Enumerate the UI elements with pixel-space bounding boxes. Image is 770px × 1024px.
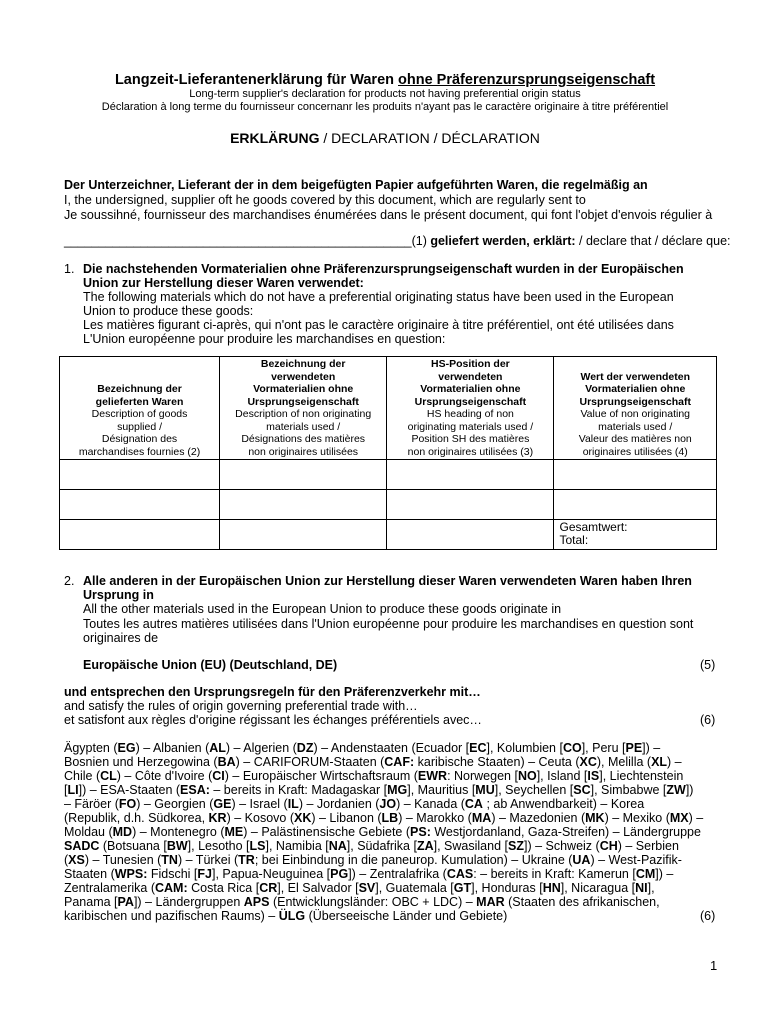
intro-fr: Je soussihné, fournisseur des marchandises énumérées dans le présent document, qui font l'objet d'envois régulier à [64,208,713,222]
header-hs-position: HS-Position der verwendeten Vormaterialien ohne Ursprungseigenschaft HS heading of non originating materials used / Position SH des matières non originaires utilisées (3) [387,357,554,460]
table-cell[interactable] [220,490,387,520]
rules-en: and satisfy the rules of origin governing preferential trade with… [64,699,418,713]
table-cell[interactable] [387,520,554,550]
country-list-line: Bosnien und Herzegowina (BA) – CARIFORUM-Staaten (CAF: karibische Staaten) – Ceuta (XC), Melilla (XL) – [64,755,682,769]
section1-fr-2: L'Union européenne pour produire les marchandises en question: [83,332,446,346]
table-cell[interactable] [220,460,387,490]
section2-fr-2: originaires de [83,631,159,645]
title-underlined: ohne Präferenzursprungseigenschaft [398,72,656,88]
section1-number: 1. [64,262,75,276]
table-row [60,460,717,490]
origin-note: (5) [700,658,716,672]
declaration-bold: ERKLÄRUNG [230,130,320,146]
section1-de-2: Union zur Herstellung dieser Waren verwendet: [83,276,364,290]
country-list-line: Panama [PA]) – Ländergruppen APS (Entwicklungsländer: OBC + LDC) – MAR (Staaten des afrikanischen, [64,895,660,909]
declaration-rest: / DECLARATION / DÉCLARATION [319,130,540,146]
section1-de-1: Die nachstehenden Vormaterialien ohne Präferenzursprungseigenschaft wurden in der Europäischen [83,262,684,276]
rules-note: (6) [700,713,716,727]
intro-de: Der Unterzeichner, Lieferant der in dem beigefügten Papier aufgeführten Waren, die regelmäßig an [64,178,648,192]
intro-blank-line [64,234,731,249]
section1-fr-1: Les matières figurant ci-après, qui n'ont pas le caractère originaire à titre préférentiel, ont été utilisées dans [83,318,674,332]
materials-table [59,356,717,550]
subtitle-en: Long-term supplier's declaration for products not having preferential origin status [189,88,581,100]
section1-en-2: Union to produce these goods: [83,304,254,318]
table-cell[interactable] [60,520,220,550]
document-title [0,72,770,88]
country-list-line: – Färöer (FO) – Georgien (GE) – Israel (IL) – Jordanien (JO) – Kanada (CA ; ab Anwendbarkeit) – Korea [64,797,645,811]
page-number: 1 [710,958,718,973]
country-list-line: (XS) – Tunesien (TN) – Türkei (TR; bei Einbindung in die paneurop. Kumulation) – Ukraine (UA) – West-Pazifik- [64,853,682,867]
recipient-blank: __________________________________________________(1) [64,234,427,248]
country-list-line: Moldau (MD) – Montenegro (ME) – Palästinensische Gebiete (PS: Westjordanland, Gaza-Streifen) – Ländergruppe [64,825,701,839]
country-list-line: [LI]) – ESA-Staaten (ESA: – bereits in Kraft: Madagaskar [MG], Mauritius [MU], Seychellen [SC], Simbabwe [ZW]) [64,783,694,797]
section2-en: All the other materials used in the European Union to produce these goods originate in [83,602,562,616]
header-materials-used: Bezeichnung der verwendeten Vormaterialien ohne Ursprungseigenschaft Description of non originating materials used / Désignations des matières non originaires utilisées [220,357,387,460]
intro-bold-tail: geliefert werden, erklärt: [426,234,576,248]
section2-de-2: Ursprung in [83,588,154,602]
intro-tail: / declare that / déclare que: [575,234,731,248]
intro-en: I, the undersigned, supplier oft he goods covered by this document, which are regularly sent to [64,193,586,207]
country-list-line: (Republik, d.h. Südkorea, KR) – Kosovo (XK) – Libanon (LB) – Marokko (MA) – Mazedonien (MK) – Mexiko (MX) – [64,811,704,825]
country-list-line: Ägypten (EG) – Albanien (AL) – Algerien (DZ) – Andenstaaten (Ecuador [EC], Kolumbien [CO], Peru [PE]) – [64,741,661,755]
countries-note: (6) [700,909,716,923]
table-cell[interactable] [220,520,387,550]
table-row [60,520,717,550]
country-list-line: Staaten (WPS: Fidschi [FJ], Papua-Neuguinea [PG]) – Zentralafrika (CAS: – bereits in Kraft: Kamerun [CM]) – [64,867,674,881]
subtitle-fr: Déclaration à long terme du fournisseur concernanr les produits n'ayant pas le caractère originaire à titre préférentiel [101,101,669,113]
total-label-en: Total: [559,532,589,547]
header-value-materials: Wert der verwendeten Vormaterialien ohne Ursprungseigenschaft Value of non originating materials used / Valeur des matières non originaires utilisées (4) [554,357,717,460]
rules-de: und entsprechen den Ursprungsregeln für den Präferenzverkehr mit… [64,685,481,699]
country-list-line: karibischen und pazifischen Raums) – ÜLG (Überseeische Länder und Gebiete) [64,909,508,923]
header-goods-supplied: Bezeichnung der gelieferten Waren Description of goods supplied / Désignation des marchandises fournies (2) [60,357,220,460]
rules-fr: et satisfont aux règles d'origine régissant les échanges préférentiels avec… [64,713,482,727]
table-row [60,490,717,520]
total-label-de: Gesamtwert: [559,520,628,534]
table-cell[interactable] [60,490,220,520]
section2-de-1: Alle anderen in der Europäischen Union zur Herstellung dieser Waren verwendeten Waren haben Ihren [83,574,692,588]
declaration-heading [0,130,770,146]
country-list-line: Zentralamerika (CAM: Costa Rica [CR], El Salvador [SV], Guatemala [GT], Honduras [HN], Nicaragua [NI], [64,881,655,895]
total-cell[interactable] [554,520,717,550]
title-prefix: Langzeit-Lieferantenerklärung für Waren [114,72,399,88]
table-cell[interactable] [554,460,717,490]
table-header-row [60,357,717,460]
table-cell[interactable] [387,490,554,520]
table-cell[interactable] [60,460,220,490]
table-cell[interactable] [554,490,717,520]
origin-eu: Europäische Union (EU) (Deutschland, DE) [83,658,338,672]
section2-number: 2. [64,574,75,588]
table-cell[interactable] [387,460,554,490]
country-list-line: Chile (CL) – Côte d'Ivoire (CI) – Europäischer Wirtschaftsraum (EWR: Norwegen [NO], Island [IS], Liechtenstein [64,769,684,783]
section2-fr-1: Toutes les autres matières utilisées dans l'Union européenne pour produire les marchandises en question sont [83,617,694,631]
country-list-line: SADC (Botsuana [BW], Lesotho [LS], Namibia [NA], Südafrika [ZA], Swasiland [SZ]) – Schweiz (CH) – Serbien [64,839,679,853]
section1-en-1: The following materials which do not have a preferential originating status have been used in the European [83,290,674,304]
